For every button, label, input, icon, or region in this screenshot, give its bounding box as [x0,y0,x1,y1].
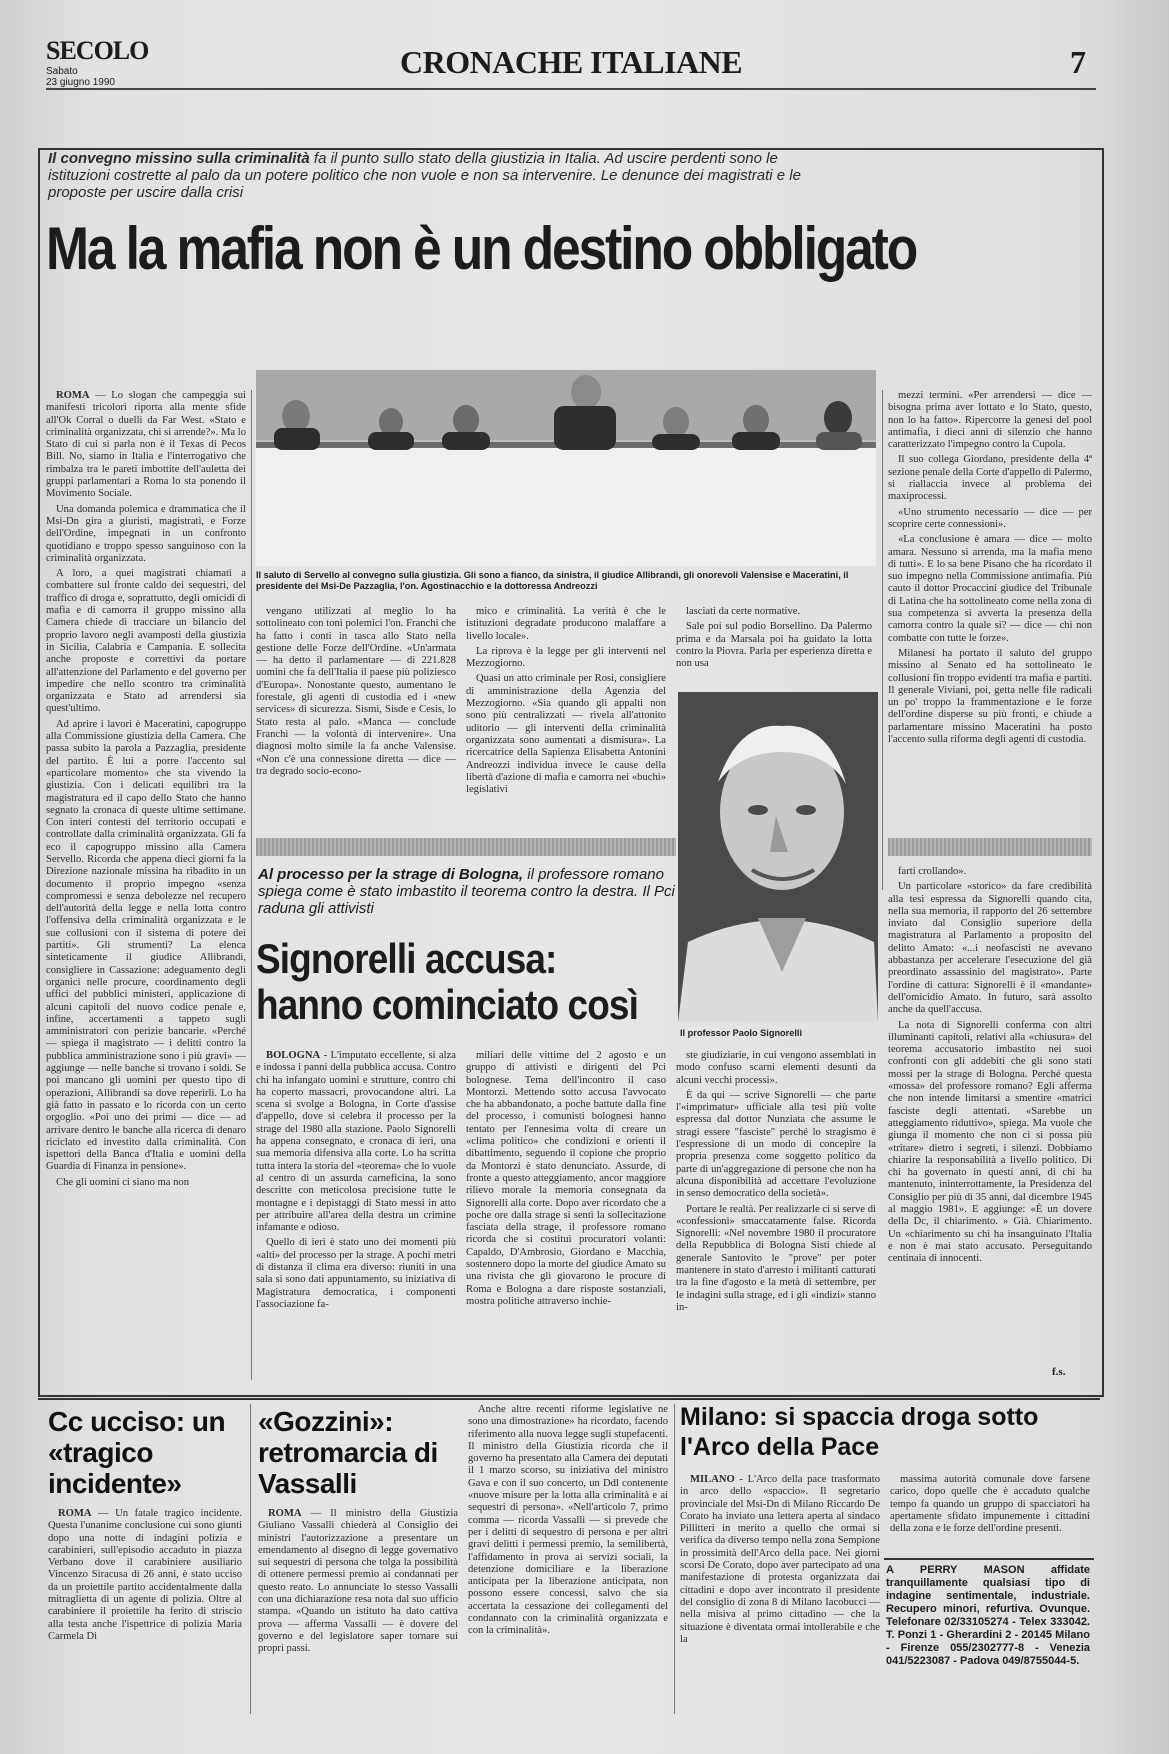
second-col1-p1: - L'imputato eccellente, si alza e indossa i panni della pubblica accusa. Contro chi ha infangato uomini e strutture, contro chi ha coperto massacri, provocandone altri. La scena si svolge a Bologna, in Corte d'assise d'appello, dove si celebra il processo per la strage del 1980 alla stazione. Paolo Signorelli ha appena consegnato, e cronaca di ieri, una sua memoria difensiva alla corte. Lo ha scritta tutta intera la storia del «teorema» che lo vuole al centro di un assurda carneficina, la sono descritte con meticolosa precisione tutte le montagne e i depistaggi di Stato messi in atto per attribuire all'area della destra un crimine infamante e odioso. [256,1050,456,1234]
bottom-article-2-dateline: ROMA [268,1508,302,1519]
main-column-2 [256,606,456,834]
column-rule [250,1404,251,1714]
bottom-article-2-headline: «Gozzini»: retromarcia di Vassalli [258,1406,438,1499]
bottom-article-3-continued [890,1474,1090,1554]
main-col3-p3: Quasi un atto criminale per Rosi, consigliere di amministrazione della Agenzia del Mezzogiorno. «Sia quando gli appalti non sono più centralizzati — rivela all'attonito uditorio — gli interventi della criminalità organizzata sono aumentati a dismisura». La ricercatrice della Sapienza Elisabetta Antonini Andreozzi individua invece le cause della libertà d'azione di mafia e camorra nei «buchi» legislativi [466,673,666,796]
bottom-article-3-body-continued: massima autorità comunale dove farsene carico, dopo quelle che è accaduto qualche tempo fa quando un gruppo di spacciatori ha apertamente sfidato impunemente i cittadini della zona e le forze dell'ordine presenti. [890,1474,1090,1535]
masthead-day: Sabato [46,66,78,77]
page-number: 7 [1070,44,1086,80]
second-kicker-lead: Al processo per la strage di Bologna, [258,866,524,883]
second-headline-line1: Signorelli accusa: [256,935,557,982]
second-dateline: BOLOGNA [266,1050,321,1061]
second-col3-p2: È da qui — scrive Signorelli — che parte l'«imprimatur» ufficiale alla tesi più volte espressa dal dottor Nunziata che assume le stragi essere "fasciste" perché lo stragismo è l'espressione di un modo di concepire la propria presenza come soggetto politico da parte di un'aggregazione di persone che non ha alcuna disponibilità ad accettare l'evoluzione in senso democratico della società». [676,1089,876,1200]
main-col2-p1: vengano utilizzati al meglio lo ha sottolineato con toni polemici l'on. Franchi che ha fatto i conti in tasca allo Stato nella gestione delle Forze dell'Ordine. «Un'armata — ha detto il parlamentare — di 221.828 uomini che fa dell'Italia il paese più poliziesco d'Europa». Nonostante questo, aumentano le forestale, gli agenti di custodia ed i «new services» di sicurezza. Sismi, Sisde e Cesis, lo Stato resta al palo. «Manca — conclude Franchi — la volontà di intervenire». Una diagnosi molto simile la fa anche Valensise. «Non c'è una connessione diretta — dice — tra degrado socio-econo- [256,606,456,777]
main-col4-p1: lasciati da certe normative. [686,606,801,617]
main-kicker-rest: fa il punto sullo stato della giustizia in Italia. Ad uscire perdenti sono le istituzioni costrette al palo da un potere politico che non vuole e non sa intervenire. Le denunce dei magistrati e le proposte per uscire dalla crisi [48,150,801,201]
second-headline-line2: hanno cominciato così [256,981,638,1028]
main-col1-p5: Che gli uomini ci siano ma non [56,1176,189,1188]
bottom-article-1-text [48,1508,242,1712]
section-divider-bar [888,838,1092,856]
column-rule [882,390,883,890]
bottom-article-3-dateline: MILANO [690,1474,735,1485]
second-column-3 [676,1050,876,1382]
conference-photo [256,370,876,566]
second-col4-p2: Un particolare «storico» da fare credibilità alla tesi espressa da Signorelli quando cita, nella sua memoria, il rapporto del 26 settembre inviato dal Consiglio superiore della magistratura al Parlamento a proposito del delitto Amato: «...i neofascisti ne avevano abbastanza per accelerare l'esecuzione del già preordinato assassinio del magistrato». Parte l'ordine di cattura: Signorelli è il «mandante» dell'omicidio Amato. In futuro, sarà assolto anche da quell'accusa. [888,881,1092,1016]
section-divider-bar [256,838,676,856]
main-col5-p2: Il suo collega Giordano, presidente della 4ª sezione penale della Corte d'appello di Palermo, si riallaccia invece al problema dei maxiprocessi. [888,454,1092,503]
signorelli-photo-caption: Il professor Paolo Signorelli [680,1028,803,1038]
bottom-article-3-headline: Milano: si spaccia droga sotto l'Arco della Pace [680,1403,1039,1461]
masthead [46,36,148,88]
signorelli-portrait-image [678,692,878,1022]
main-col1-p2: Una domanda polemica e drammatica che il Msi-Dn gira a giuristi, magistrati, e Forze dell'Ordine, impegnati in un confronto quotidiano e troppo spesso sanguinoso con la criminalità organizzata. [46,503,246,564]
second-col1-p2: Quello di ieri è stato uno dei momenti più «alti» del processo per la strage. A pochi metri di distanza il clima era diverso: riuniti in una sala si sono dati appuntamento, su iniziativa di Magistratura democratica, i componenti l'associazione fa- [256,1237,456,1310]
ad-top-rule [884,1558,1094,1560]
conference-photo-image [256,370,876,566]
main-kicker-lead: Il convegno missino sulla criminalità [48,150,310,167]
second-col3-p1: ste giudiziarie, in cui vengono assemblati in modo confuso scarni elementi desunti da alcuni vecchi processi». [676,1050,876,1086]
main-column-5 [888,390,1092,830]
masthead-date: 23 giugno 1990 [46,77,115,88]
column-rule [251,390,252,1380]
bottom-article-2-text [258,1508,458,1712]
top-rule [46,88,1096,90]
main-dateline: ROMA [56,390,90,401]
main-col4-p2: Sale poi sul podio Borsellino. Da Palermo prima e da Marsala poi ha guidato la lotta contro la Piovra. Parla per esperienza diretta e non usa [676,621,872,670]
second-kicker [258,866,678,917]
main-col5-p4: «La conclusione è amara — dice — molto amara. Nessuno si arrenda, ma la mafia meno di tutti». E lo sa bene Pisano che ha ricordato il suo impegno nella Commissione antimafia. Più cauto il dottor Procaccini giudice del Tribunale di Latina che ha sottolineato come nella zona di sua competenza si avverta la presenza della camorra contro la quale si? — dice — chi non combatte con tutte le forze». [888,534,1092,644]
bottom-article-1-headline: Cc ucciso: un «tragico incidente» [48,1406,226,1499]
signorelli-photo [678,692,878,1022]
second-col4-p1: farti crollando». [898,866,967,877]
second-col4-p3: La nota di Signorelli conferma con altri illuminanti capitoli, relativi alla «chiusura» del teorema accusatorio imbastito nei suoi confronti con gli addebiti che gli sono stati mossi per la strage di Bologna. Perché questa «mossa» del professore romano? Egli afferma che non intende limitarsi a smentire «matrici fasciste degli attentati. «Sarebbe un atteggiamento riduttivo», spiega. Ma vuole che giunga il momento che non ci si possa più «tritare» dietro i segreti, i silenzi. Dobbiamo chiarire la responsabilità a livello politico. Di chi ha governato in questi anni, di chi ha mantenuto, ininterrottamente, la Presidenza del Consiglio per più di 35 anni, dal dicembre 1945 al maggio 1981». E aggiunge: «È un dovere della Dc, il chiarimento. » Già. Chiarimento. Un «chiarimento su chi ha insanguinato l'Italia e non è mai stato accusato. Perseguitando centinaia di innocenti. [888,1019,1092,1265]
conference-photo-caption: Il saluto di Servello al convegno sulla giustizia. Gli sono a fianco, da sinistra, il giudice Allibrandi, gli onorevoli Valensise e Maceratini, il presidente del Msi-De Pazzaglia, l'on. Agostinacchio e la dottoressa Andreozzi [256,570,849,591]
main-col5-p5: Milanesi ha portato il saluto del gruppo missino al Senato ed ha sottolineato le collusioni fin troppo evidenti tra mafia e partiti. Il generale Viviani, poi, getta nelle file radicali un po' troppo la frammentazione e le forze dell'ordine disperse su più fronti, e chiude a parlamentare missino Maceratini ha posto l'accento sulla riforma degli agenti di custodia. [888,647,1092,746]
second-column-1 [256,1050,456,1382]
column-rule [674,1404,675,1714]
bottom-article-1-body: — Un fatale tragico incidente. Questa l'unanime conclusione cui sono giunti dopo una notte di indagini polizia e carabinieri, sull'episodio accaduto in piazza Verbano dove il carabiniere ausiliario Vincenzo Siracusa di 26 anni, è stato ucciso da un proiettile partito accidentalmente dalla mitraglietta di un agente di polizia. Oltre al carabiniere il proiettile ha ferito di striscio alla testa anche l'ispettrice di polizia Maria Carmela Di [48,1508,242,1642]
bottom-article-3-body: - L'Arco della pace trasformato in arco dello «spaccio». Il segretario provinciale del Msi-Dn di Milano Riccardo De Corato ha inviato una lettera aperta al sindaco Pillitteri in merito a quello che ormai si verifica da diverso tempo nella zona Sempione in prossimità dell'Arco della pace. Nei giorni scorsi De Corato, dopo aver partecipato ad una manifestazione di protesta organizzata dai cittadini e dopo aver incontrato il presidente del consiglio di zona 8 di Milano Iacobucci — nella misiva al primo cittadino — che la situazione è diventata ormai intollerabile e che la [680,1474,880,1645]
second-headline [256,936,643,1028]
second-column-2 [466,1050,666,1382]
masthead-name: SECOLO [46,36,149,65]
second-signature: f.s. [1052,1366,1066,1378]
main-column-1 [46,390,246,1383]
section-title: CRONACHE ITALIANE [400,44,743,80]
bottom-article-1-dateline: ROMA [58,1508,92,1519]
main-column-3 [466,606,666,834]
main-kicker [48,150,808,201]
bottom-article-2-continued [468,1404,668,1712]
main-col1-p1: — Lo slogan che campeggia sui manifesti tricolori riporta alla mente sfide all'Ok Corral o duelli da Far West. «Stato e criminalità organizzata, chi si arrende?». Ma lo Stato di cui si parla non è il Texas di Pecos Bill. No, siamo in Italia e l'interrogativo che rimbalza tra le pareti imbottite dell'auletta dei gruppi parlamentari a Roma lo sta ponendo il Movimento Sociale. [46,390,246,500]
bottom-article-3-text [680,1474,880,1712]
second-kicker-rest: il professore romano spiega come è stato imbastito il teorema contro la destra. Il Pci raduna gli attivisti [258,866,675,917]
main-column-4 [676,606,872,686]
bottom-article-2-body-continued: Anche altre recenti riforme legislative ne sono una dimostrazione» ha ricordato, facendo riferimento alla nuova legge sugli stupefacenti. Il ministro della Giustizia ricorda che il governo ha presentato alla Camera dei deputati il 1 marzo scorso, su iniziativa del ministro Gava e con il suo concerto, un Ddl contenente «nuove misure per la lotta alla criminalità e ai sequestri di persona». «Nell'articolo 7, primo comma — ricorda Vassalli — si prevede che per i delitti di sequestro di persona e per altri gravi delitti i permessi premio, la semilibertà, l'affidamento in prova ai servizi sociali, la detenzione domiciliare e la liberazione anticipata per la liberazione anticipata, non possono essere concessi, salvo che sia accertata la cessazione dei collegamenti del condannato con la criminalità organizzata e con la criminalità». [468,1404,668,1637]
second-col2-p1: miliari delle vittime del 2 agosto e un gruppo di attivisti e dirigenti del Pci bolognese. Tema dell'incontro il caso Montorzi. Mettendo sotto accusa l'avvocato che ha abbandonato, a poche battute dalla fine del processo, i comunisti bolognesi hanno tentato per l'ennesima volta di creare un «clima politico» che condizioni e orienti il dibattimento, seguendo il copione che proprio da Montorzi è stato denunciato. Assurde, di fronte a questo atteggiamento, ancor maggiore rilievo morale la memoria consegnata da Signorelli alla corte. Dopo aver ricordato che a poche ore dalla strage si sentì la sollecitazione fasciata della strage, il professore romano ricorda che si costituì procuratori volanti: Capaldo, D'Ambrosio, Giordano e Macchia, sostennero dopo la morte del giudice Amato su una rivista che gli giovarono le procure di Roma e Bologna a dare risposte sostanziali, mostra politiche attraverso inchie- [466,1050,666,1307]
main-col5-p1: mezzi termini. «Per arrendersi — dice — bisogna prima aver lottato e lo Stato, questo, non lo ha fatto». Ripercorre la genesi del pool antimafia, i dieci anni di silenzio che hanno caratterizzato l'impegno contro la Cupola. [888,390,1092,451]
main-col1-p3: A loro, a quei magistrati chiamati a combattere sul fronte caldo dei sequestri, del traffico di droga e, soprattutto, degli omicidi di mafia e di camorra il gruppo missino alla Camera chiede di tracciare un bilancio del proprio lavoro negli avamposti della giustizia in Sicilia, Calabria e Campania. E sollecita anche proposte e correttivi da portare all'attenzione del Parlamento e del governo per impedire che nello scontro tra criminalità organizzata e Stato ad arrendersi sia quest'ultimo. [46,568,246,715]
perry-mason-ad: A PERRY MASON affidate tranquillamente qualsiasi tipo di indagine sentimentale, industriale. Recupero minori, refurtiva. Ovunque. Telefonare 02/33105274 - Telex 333042. T. Ponzi 1 - Gherardini 2 - 20145 Milano - Firenze 055/2302777-8 - Venezia 041/5223087 - Padova 049/8755044-5. [886,1564,1090,1667]
main-col3-p1: mico e criminalità. La verità è che le istituzioni degradate producono malaffare a livello locale». [466,606,666,642]
second-column-4 [888,866,1092,1366]
bottom-rule [38,1398,1100,1400]
main-headline: Ma la mafia non è un destino obbligato [46,215,917,282]
main-col3-p2: La riprova è la legge per gli interventi nel Mezzogiorno. [466,645,666,670]
second-col3-p3: Portare le realtà. Per realizzarle ci si serve di «confessioni» smaccatamente false. Ricorda Signorelli: «Nel novembre 1980 il procuratore della Repubblica di Bologna Sisti chiede al generale Santovito le "prove" per poter mantenere in stato d'arresto i militanti catturati tra la fine d'agosto e la metà di settembre, per le indagini sulla strage, ed i gli «indizi» stanno in- [676,1203,876,1313]
main-col1-p4: Ad aprire i lavori è Maceratini, capogruppo alla Commissione giustizia della Camera. Che passa subito la parola a Pazzaglia, presidente del partito. È lui a porre l'accento sul «particolare momento» che sta vivendo la giustizia. Con i delicati equilibri tra la magistratura ed il capo dello Stato che hanno segnato la cronaca di queste ultime settimane. Con interi contesti del territorio occupati e controllate dalla criminalità organizzata. Gli fa eco il capogruppo missino alla Camera Servello. Ricorda che appena dieci giorni fa la Direzione nazionale missina ha ribadito in un documento il proprio impegno «senza compromessi e senza debolezze nel recupero dell'autorità della legge e nella lotta contro l'offensiva della criminalità organizzata e le sue collusioni con il sistema di potere dei partiti». Gli strumenti? La elenca sinteticamente il giudice Allibrandi, consigliere in Cassazione: adeguamento degli organici nelle procure, coordinamento degli uffici del pubblici ministeri, applicazione di alcuni capitoli del nuovo codice penale e, infine, accertamenti a tappeto sugli amministratori con perizie bancarie. «Perché — spiega il magistrato — i delitti contro la pubblica amministrazione sono i più gravi» — aggiunge — nelle banche si trovano i soldi. Se poi mancano gli uomini per questo tipo di operazioni, Allibrandi sa dove reperirli. Lo ha già fatto in passato e lo ricorda con un certo orgoglio. «Poi uno dei primi — dice — ad arrivare dentro le banche alla ricerca di denaro riciclato ed investito dalla criminalità. Con ispettori della Banca d'Italia e uomini della Guardia di Finanza in pensione». [46,718,246,1173]
bottom-article-2-body: — Il ministro della Giustizia Giuliano Vassalli chiederà al Consiglio dei ministri l'autorizzazione a presentare un emendamento al disegno di legge governativo sui sequestri di persona che tolga la possibilità di ottenere permessi premio ai condannati per questo reato. Lo annunciate lo stesso Vassalli con una dichiarazione resa nota dal suo ufficio stampa. «Quando un istituto ha dato cattiva prova — afferma Vassalli — è dovere del governo e del legislatore saper tornare sui propri passi. [258,1508,458,1655]
main-col5-p3: «Uno strumento necessario — dice — per scoprire certe connessioni». [888,506,1092,530]
